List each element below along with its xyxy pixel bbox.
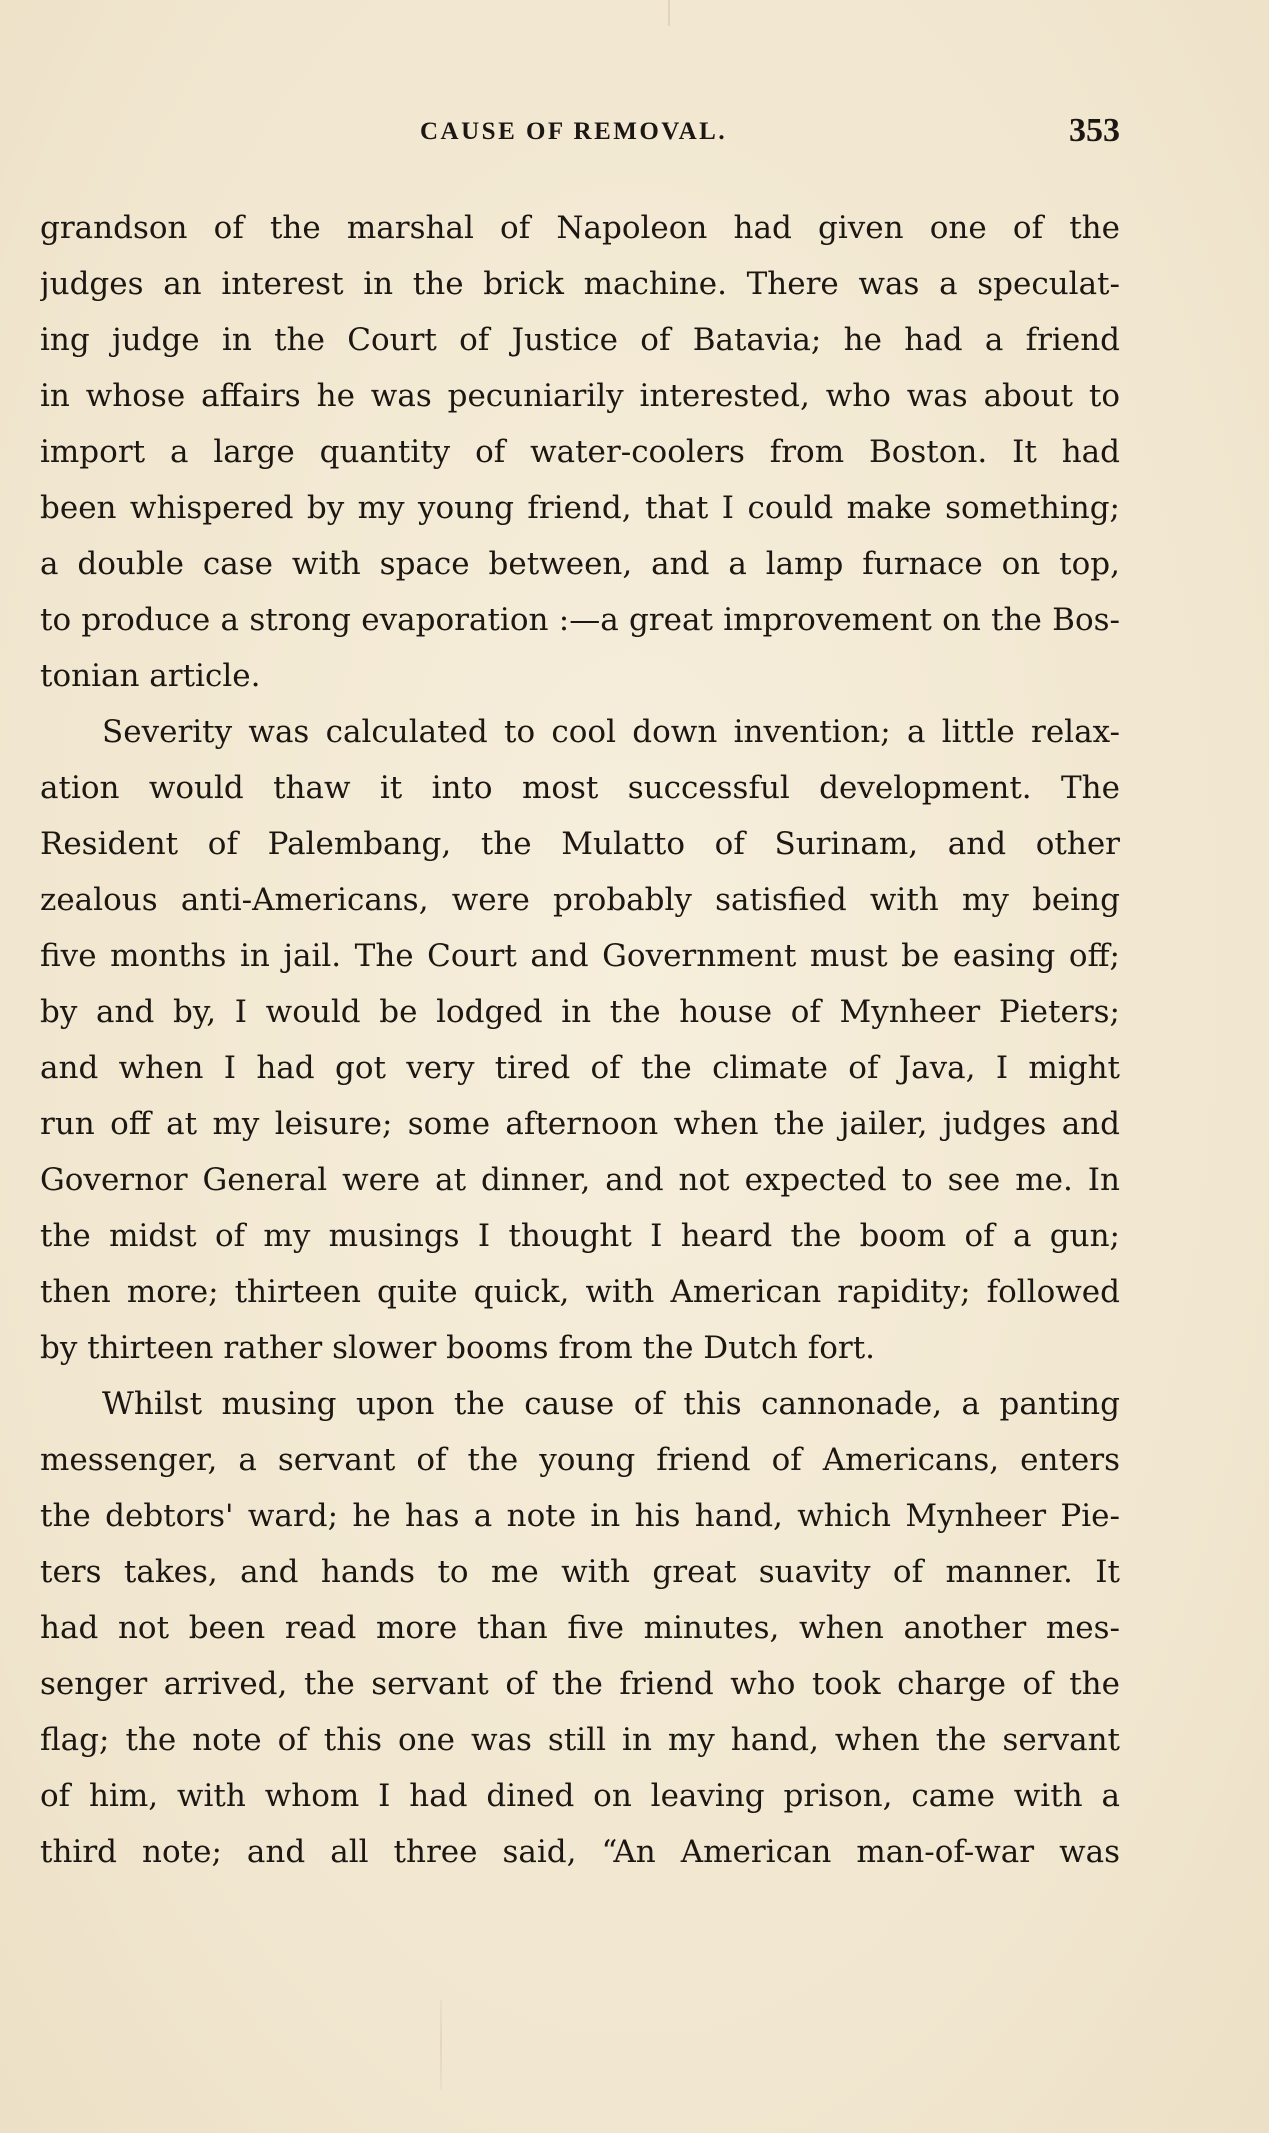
text-line: tonian article. [40, 658, 261, 694]
text-line: by and by, I would be lodged in the house of Mynheer Pieters; [40, 994, 1120, 1030]
text-line: in whose affairs he was pecuniarily interested, who was about to [40, 378, 1120, 414]
text-line: ters takes, and hands to me with great suavity of manner. It [40, 1554, 1120, 1590]
text-line: messenger, a servant of the young friend of Americans, enters [40, 1442, 1120, 1478]
body-text [40, 200, 1120, 1880]
page-number: 353 [1069, 112, 1120, 149]
text-line: import a large quantity of water-coolers from Boston. It had [40, 434, 1120, 470]
text-line: senger arrived, the servant of the friend who took charge of the [40, 1666, 1120, 1702]
text-line: the midst of my musings I thought I heard the boom of a gun; [40, 1218, 1120, 1254]
text-line: a double case with space between, and a lamp furnace on top, [40, 546, 1120, 582]
text-line: then more; thirteen quite quick, with American rapidity; followed [40, 1274, 1120, 1310]
text-line: to produce a strong evaporation :—a great improvement on the Bos- [40, 602, 1120, 638]
text-line: Governor General were at dinner, and not expected to see me. In [40, 1162, 1120, 1198]
text-line: ation would thaw it into most successful development. The [40, 770, 1120, 806]
text-line: run off at my leisure; some afternoon when the jailer, judges and [40, 1106, 1120, 1142]
text-line: Resident of Palembang, the Mulatto of Surinam, and other [40, 826, 1120, 862]
text-line: Whilst musing upon the cause of this cannonade, a panting [102, 1386, 1120, 1422]
page-edge-mark [668, 0, 670, 26]
text-line: flag; the note of this one was still in my hand, when the servant [40, 1722, 1120, 1758]
paragraph-1 [40, 200, 1120, 704]
paper-fold-mark [440, 2000, 442, 2090]
text-line: third note; and all three said, “An American man-of-war was [40, 1834, 1120, 1870]
text-line: of him, with whom I had dined on leaving prison, came with a [40, 1778, 1120, 1814]
text-line: ing judge in the Court of Justice of Batavia; he had a friend [40, 322, 1120, 358]
paragraph-2 [40, 704, 1120, 1376]
text-line: had not been read more than five minutes, when another mes- [40, 1610, 1120, 1646]
text-line: grandson of the marshal of Napoleon had given one of the [40, 210, 1120, 246]
page-header [40, 112, 1120, 162]
text-line: by thirteen rather slower booms from the Dutch fort. [40, 1330, 876, 1366]
text-line: and when I had got very tired of the climate of Java, I might [40, 1050, 1120, 1086]
paragraph-3 [40, 1376, 1120, 1880]
text-line: been whispered by my young friend, that I could make something; [40, 490, 1120, 526]
running-head: CAUSE OF REMOVAL. [420, 118, 728, 145]
text-line: zealous anti-Americans, were probably satisfied with my being [40, 882, 1120, 918]
text-line: the debtors' ward; he has a note in his hand, which Mynheer Pie- [40, 1498, 1120, 1534]
text-line: five months in jail. The Court and Government must be easing off; [40, 938, 1120, 974]
text-line: Severity was calculated to cool down invention; a little relax- [102, 714, 1120, 750]
text-line: judges an interest in the brick machine. There was a speculat- [40, 266, 1120, 302]
